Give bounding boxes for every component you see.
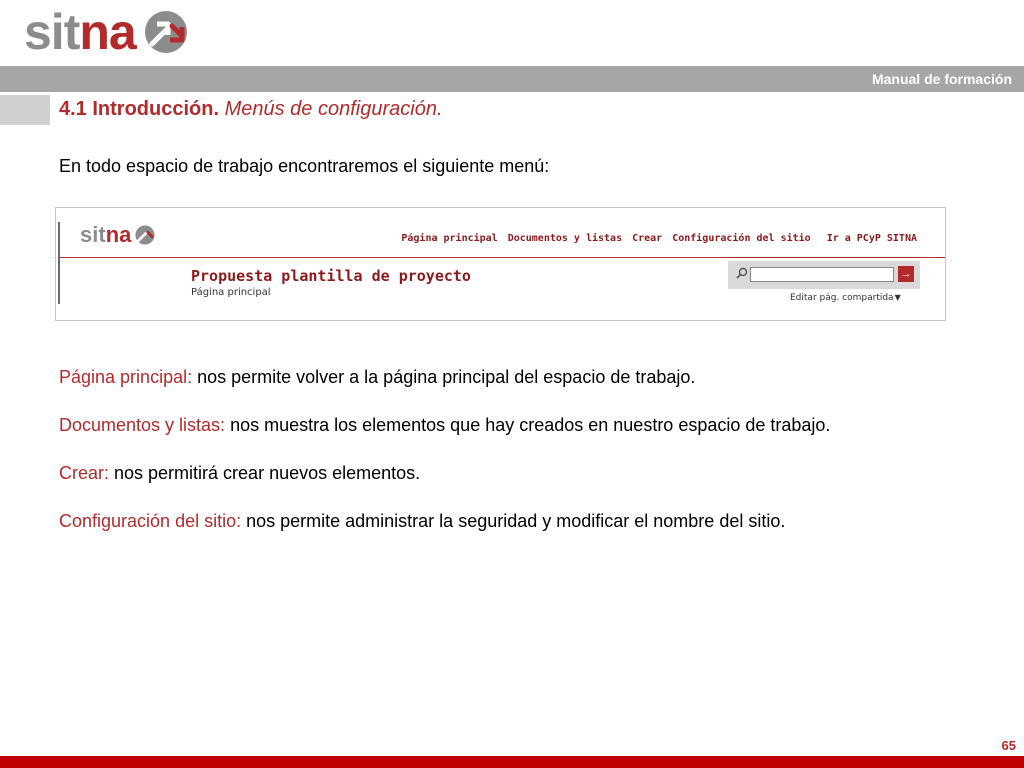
desc-text: nos permitirá crear nuevos elementos. [109,463,421,483]
screenshot-search-area [728,261,920,289]
title-accent-block [0,95,50,125]
desc-item-crear [59,463,420,484]
nav-pagina-principal[interactable]: Página principal [401,233,498,244]
desc-term: Crear: [59,463,110,483]
screenshot-breadcrumb[interactable]: Página principal [191,287,271,298]
manual-label: Manual de formación [871,71,1012,87]
screenshot-search-input[interactable] [750,267,894,282]
page-number: 65 [1001,738,1016,753]
edit-shared-page-link[interactable] [790,293,901,303]
nav-configuracion-sitio[interactable]: Configuración del sitio [672,233,811,244]
logo-text-na: na [79,4,136,60]
intro-text: En todo espacio de trabajo encontraremos el siguiente menú: [59,156,550,176]
menu-screenshot [55,207,946,321]
screenshot-divider [60,257,945,258]
screenshot-logo [80,224,155,246]
chevron-down-icon: ▼ [894,293,901,302]
screenshot-left-border [58,222,60,304]
screenshot-project-title: Propuesta plantilla de proyecto [191,267,471,285]
search-icon [736,267,748,279]
search-go-button[interactable]: → [898,266,914,282]
header-bar [0,66,1024,92]
desc-text: nos permite volver a la página principal del espacio de trabajo. [192,367,696,387]
slide-title-main: 4.1 Introducción. [59,98,220,120]
slide-title [59,98,443,121]
nav-ir-pcyp-sitna[interactable]: Ir a PCyP SITNA [826,233,917,244]
screenshot-logo-sit: sit [80,222,106,247]
sitna-logo [24,4,188,60]
edit-shared-label: Editar pág. compartida [790,293,894,303]
screenshot-logo-na: na [105,222,132,247]
nav-crear[interactable]: Crear [632,233,663,244]
sitna-arrows-icon [144,10,188,54]
desc-item-configuracion-sitio [59,511,785,532]
desc-text: nos permite administrar la seguridad y modificar el nombre del sitio. [241,511,786,531]
logo-text-sit: sit [24,4,80,60]
footer-bar [0,756,1024,768]
slide-title-sub: Menús de configuración. [219,98,443,120]
desc-term: Página principal: [59,367,193,387]
desc-item-documentos-listas [59,415,830,436]
desc-item-pagina-principal [59,367,695,388]
desc-text: nos muestra los elementos que hay creados en nuestro espacio de trabajo. [225,415,831,435]
screenshot-nav [401,233,917,244]
sitna-arrows-icon [135,225,155,245]
nav-documentos-listas[interactable]: Documentos y listas [507,233,623,244]
desc-term: Configuración del sitio: [59,511,242,531]
desc-term: Documentos y listas: [59,415,226,435]
